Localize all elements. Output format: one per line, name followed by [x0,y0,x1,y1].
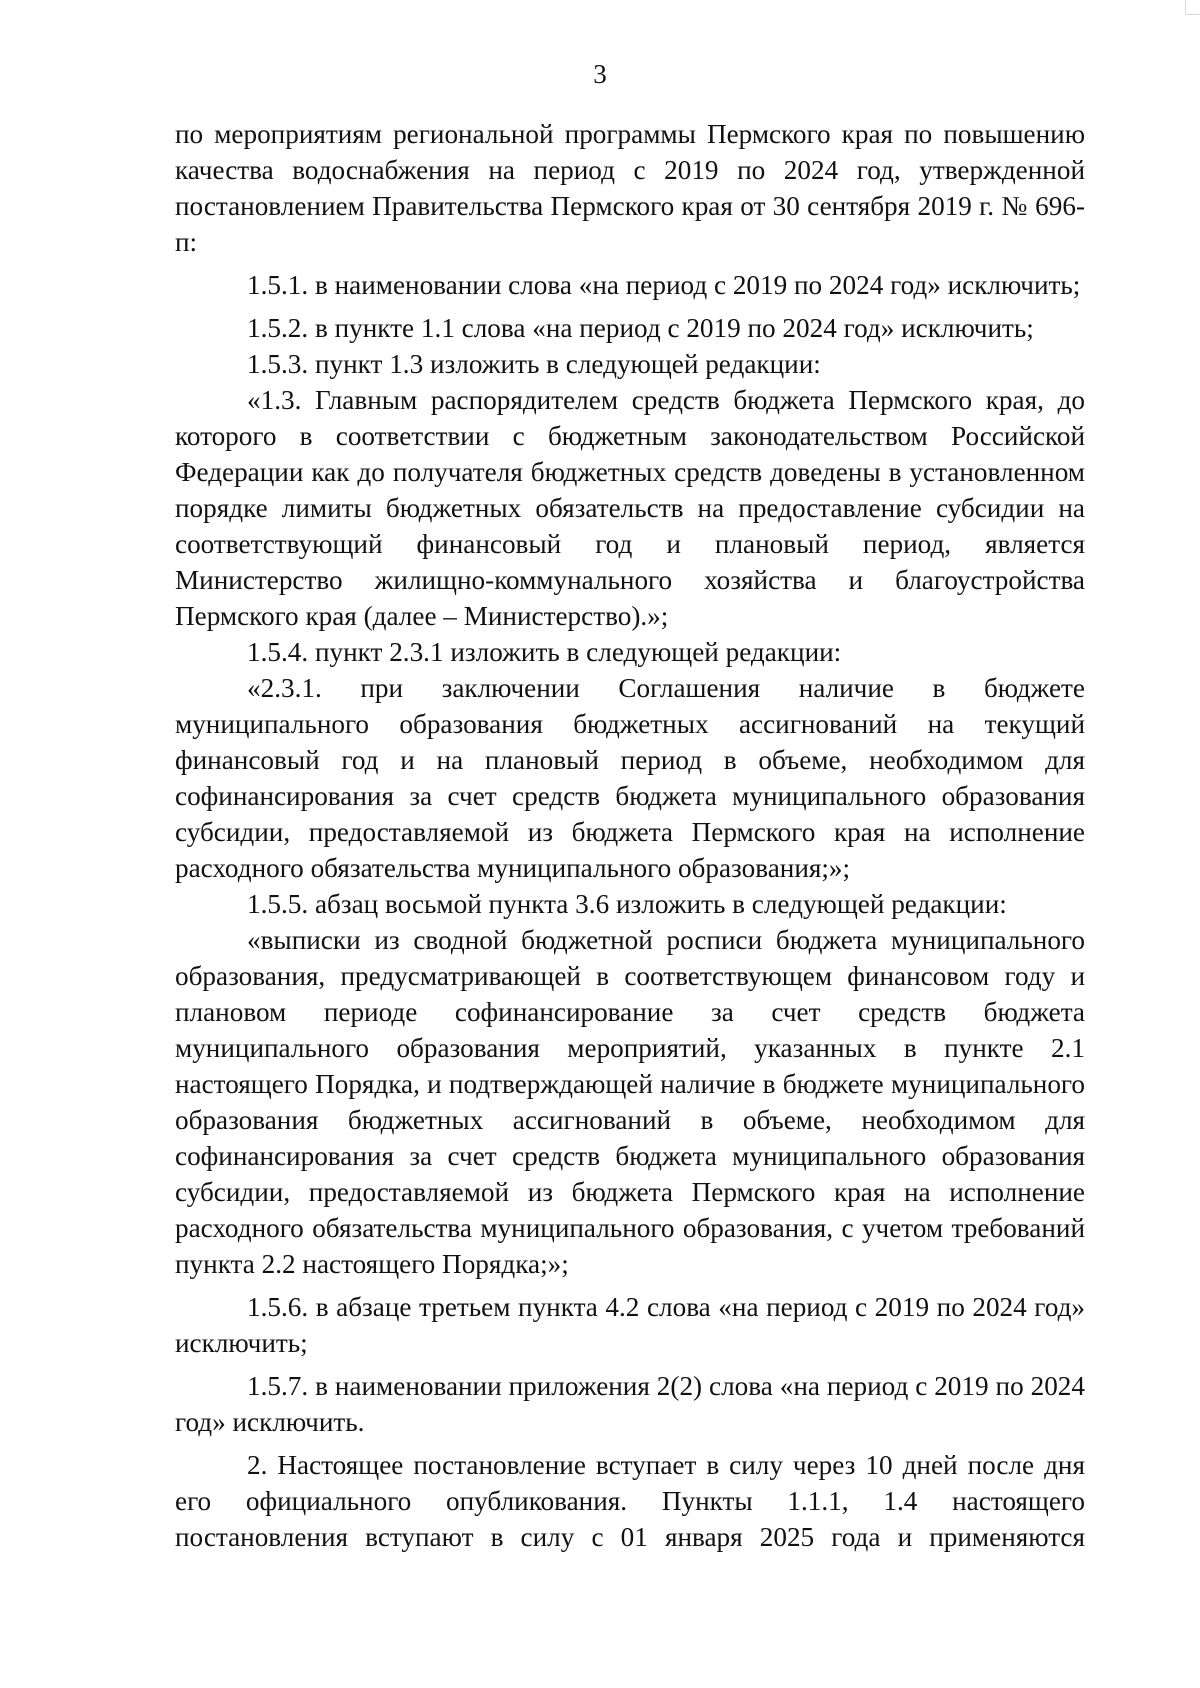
text-line: Пермского края на исполнение расходного обязательства муниципального [175,1177,1085,1243]
paragraph-1-5-4 [175,634,1085,670]
paragraph-quote-2-3-1 [175,670,1085,886]
text-line: и плановый период, является Министерство жилищно-коммунального [175,529,1086,595]
paragraph-intro [175,116,1085,260]
text-line: 1.5.3. пункт 1.3 изложить в следующей редакции: [247,349,821,379]
text-line: Федерации как до получателя бюджетных средств доведены [175,457,881,487]
text-line: необходимом для софинансирования за счет средств бюджета [175,1105,1086,1171]
text-line: до которого в соответствии с бюджетным законодательством Российской [175,385,1085,451]
text-line: по мероприятиям региональной программы Пермского края [175,119,894,149]
text-line: муниципального образования субсидии, предоставляемой из бюджета [175,1141,1085,1207]
scan-corner-mark [1185,0,1200,15]
text-line: и плановом периоде софинансирование за счет средств бюджета [175,961,1086,1027]
paragraph-2 [175,1447,1085,1555]
text-line: муниципального образования бюджетных ассигнований в объеме, [175,1069,1085,1135]
text-line: на исполнение расходного обязательства муниципального образования;»; [175,817,1086,883]
paragraph-1-5-1 [175,267,1085,303]
text-line: хозяйства и благоустройства Пермского края (далее – Министерство).»; [175,565,1086,631]
text-line: утвержденной постановлением Правительства Пермского края [175,155,1085,221]
text-line: его официального опубликования. Пункты 1.1.1, 1.4 настоящего [175,1486,1085,1516]
text-line: образования, с учетом требований пункта 2.2 настоящего Порядка;»; [175,1213,1086,1279]
text-line: постановления вступают в силу с 01 января 2025 года и применяются [175,1522,1085,1552]
text-line: на предоставление субсидии на соответствующий финансовый год [175,493,1085,559]
text-line: настоящего Порядка, и подтверждающей наличие в бюджете [175,1069,884,1099]
text-line: исключить; [947,270,1081,300]
text-line: муниципального образования мероприятий, указанных в пункте 2.1 [175,1033,1085,1063]
text-line: 2. Настоящее постановление вступает в силу через 10 дней после дня [247,1450,1085,1480]
text-line: 1.5.6. в абзаце третьем пункта 4.2 слова «на период с 2019 [247,1292,930,1322]
document-body [175,116,1085,1555]
paragraph-1-5-5 [175,886,1085,922]
text-line: «1.3. Главным распорядителем средств бюджета Пермского края, [247,385,1044,415]
text-line: по 2024 год» исключить. [175,1371,1085,1437]
text-line: 1.5.2. в пункте 1.1 слова «на период с 2019 по 2024 год» исключить; [247,313,1034,343]
text-line: от 30 сентября 2019 г. № 696-п: [175,191,1086,257]
text-line: в установленном порядке лимиты бюджетных обязательств [175,457,1086,523]
text-line: образования, предусматривающей в соответствующем финансовом году [175,961,1056,991]
text-line: по повышению качества водоснабжения на период с 2019 по 2024 год, [175,119,1086,185]
text-line: образования субсидии, предоставляемой из бюджета Пермского края [175,781,1085,847]
paragraph-quote-3-6 [175,922,1085,1282]
paragraph-quote-1-3 [175,382,1085,634]
page-number: 3 [593,59,607,89]
text-line: 1.5.7. в наименовании приложения 2(2) слова «на период с 2019 [247,1371,989,1401]
text-line: для софинансирования за счет средств бюджета муниципального [175,745,1085,811]
paragraph-1-5-6 [175,1289,1085,1361]
text-line: муниципального образования бюджетных ассигнований на текущий [175,709,1085,739]
text-line: 1.5.4. пункт 2.3.1 изложить в следующей редакции: [247,637,842,667]
text-line: «выписки из сводной бюджетной росписи бюджета муниципального [247,925,1085,955]
text-line: 1.5.1. в наименовании слова «на период с 2019 по 2024 год» [247,270,941,300]
paragraph-1-5-2 [175,310,1085,346]
text-line: «2.3.1. при заключении Соглашения наличие в бюджете [247,673,1085,703]
text-line: финансовый год и на плановый период в объеме, необходимом [175,745,1024,775]
text-line: по 2024 год» исключить; [175,1292,1086,1358]
paragraph-1-5-3 [175,346,1085,382]
text-line: 1.5.5. абзац восьмой пункта 3.6 изложить в следующей редакции: [247,889,1007,919]
paragraph-1-5-7 [175,1368,1085,1440]
